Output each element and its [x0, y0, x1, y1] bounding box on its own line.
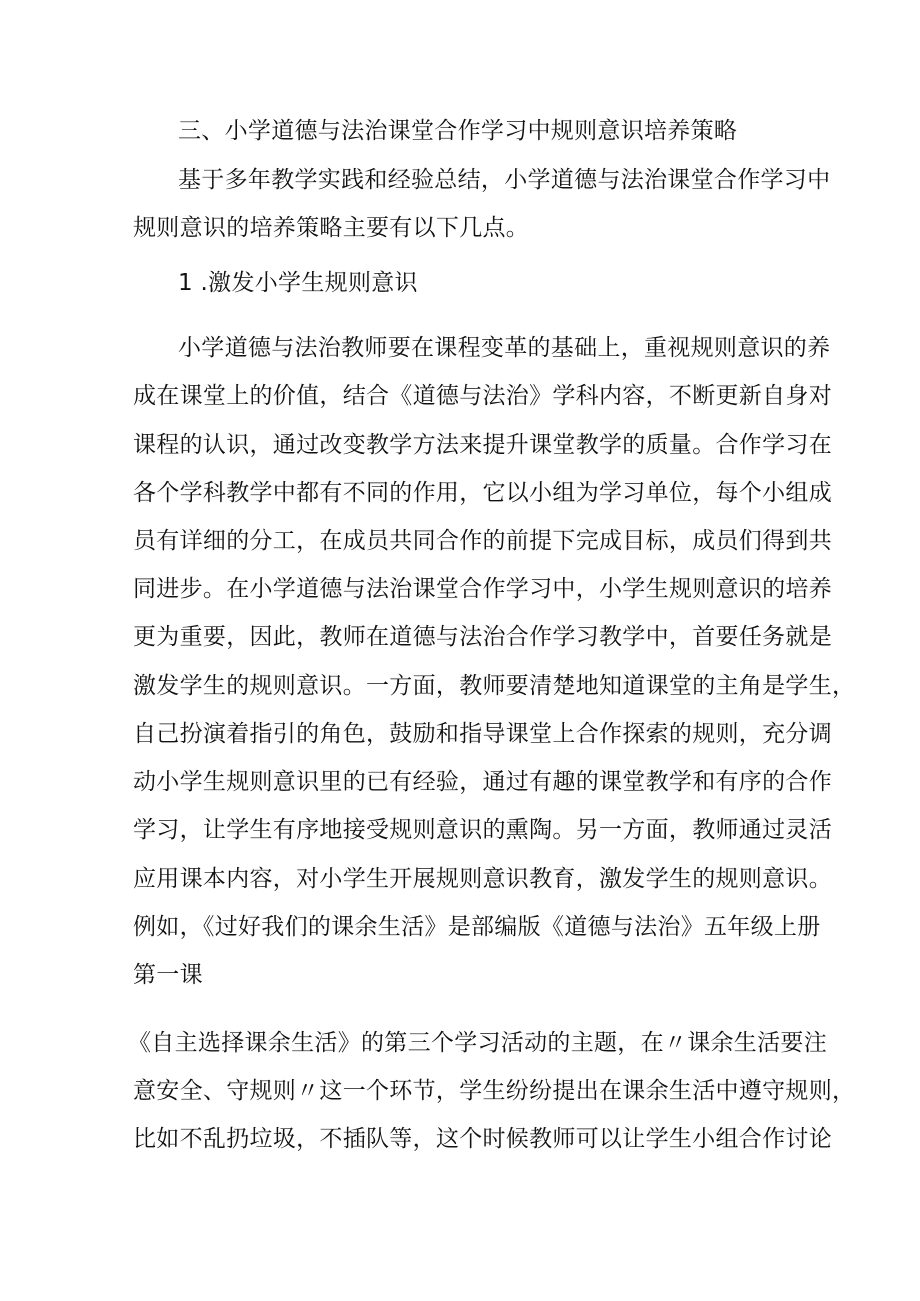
paragraph1-line-5: 员有详细的分工，在成员共同合作的前提下完成目标，成员们得到共	[133, 528, 832, 554]
paragraph1-line-1: 小学道德与法治教师要在课程变革的基础上，重视规则意识的养	[178, 335, 831, 361]
paragraph1-line-7: 更为重要，因此，教师在道德与法治合作学习教学中，首要任务就是	[133, 624, 832, 650]
paragraph2-line-1: 《自主选择课余生活》的第三个学习活动的主题，在〃课余生活要注	[128, 1030, 827, 1056]
paragraph1-line-11: 学习，让学生有序地接受规则意识的熏陶。另一方面，教师通过灵活	[133, 817, 832, 843]
paragraph2-line-3: 比如不乱扔垃圾，不插队等，这个时候教师可以让学生小组合作讨论	[133, 1126, 832, 1152]
paragraph1-line-13: 例如，《过好我们的课余生活》是部编版《道德与法治》五年级上册	[133, 914, 821, 940]
paragraph1-line-3: 课程的认识，通过改变教学方法来提升课堂教学的质量。合作学习在	[133, 432, 832, 458]
paragraph1-line-2: 成在课堂上的价值，结合《道德与法治》学科内容，不断更新自身对	[133, 383, 832, 409]
paragraph1-line-6: 同进步。在小学道德与法治课堂合作学习中，小学生规则意识的培养	[133, 576, 832, 602]
paragraph1-line-9: 自己扮演着指引的角色，鼓励和指导课堂上合作探索的规则，充分调	[133, 721, 832, 747]
paragraph2-line-2: 意安全、守规则〃这一个环节，学生纷纷提出在课余生活中遵守规则，	[133, 1078, 856, 1104]
paragraph1-line-12: 应用课本内容，对小学生开展规则意识教育，激发学生的规则意识。	[133, 866, 832, 892]
section-heading: 三、小学道德与法治课堂合作学习中规则意识培养策略	[178, 118, 738, 144]
intro-line-2: 规则意识的培养策略主要有以下几点。	[133, 215, 530, 241]
paragraph1-line-4: 各个学科教学中都有不同的作用，它以小组为学习单位，每个小组成	[133, 480, 832, 506]
subheading: 1 .激发小学生规则意识	[178, 270, 418, 296]
paragraph1-line-14: 第一课	[133, 962, 203, 988]
intro-line-1: 基于多年教学实践和经验总结，小学道德与法治课堂合作学习中	[178, 167, 831, 193]
paragraph1-line-10: 动小学生规则意识里的已有经验，通过有趣的课堂教学和有序的合作	[133, 769, 832, 795]
paragraph1-line-8: 激发学生的规则意识。一方面，教师要清楚地知道课堂的主角是学生，	[133, 673, 856, 699]
